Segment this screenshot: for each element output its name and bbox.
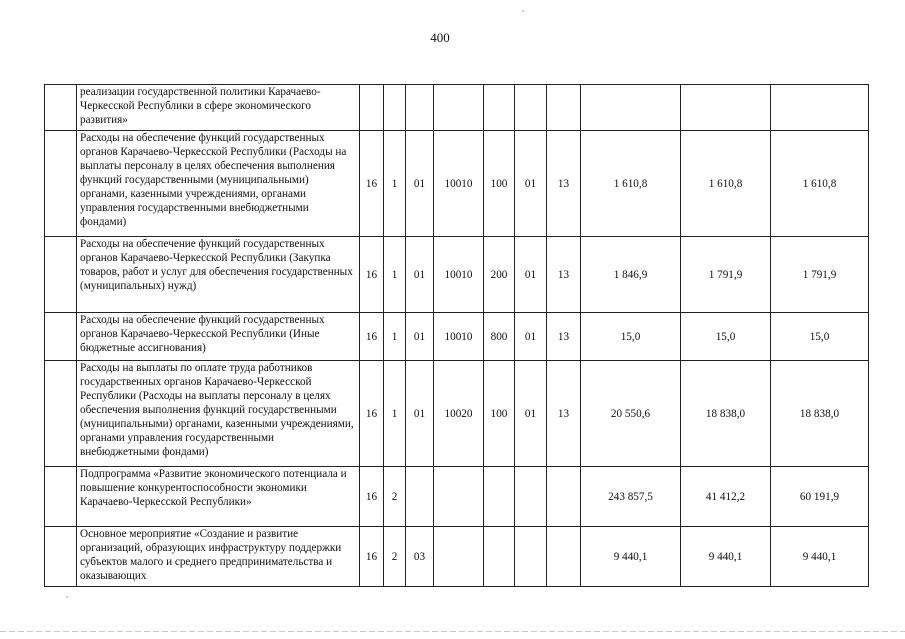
om-code-cell: 03 (406, 527, 434, 587)
direction-code-cell: 10010 (434, 237, 484, 313)
subsection-code-cell: 13 (547, 131, 581, 237)
row-number-cell (45, 527, 77, 587)
amount-year2-cell: 18 838,0 (681, 361, 771, 467)
direction-code-cell (434, 85, 484, 131)
row-name-cell: Расходы на обеспечение функций государственных органов Карачаево-Черкесской Республики (Расходы на выплаты персоналу в целях обеспечения выполнения функций государственными (муниципальными) органами, казенными учреждениями, органами управления государственными внебюджетными фондами) (77, 131, 360, 237)
gp-code-cell: 16 (360, 237, 384, 313)
scan-speck (66, 596, 68, 598)
table-row (45, 313, 869, 361)
table-row (45, 467, 869, 527)
om-code-cell: 01 (406, 361, 434, 467)
direction-code-cell (434, 527, 484, 587)
expense-type-cell: 800 (484, 313, 515, 361)
section-code-cell (515, 467, 547, 527)
amount-year3-cell: 60 191,9 (771, 467, 869, 527)
row-name-cell: Расходы на выплаты по оплате труда работников государственных органов Карачаево-Черкесской Республики (Расходы на выплаты персоналу в целях обеспечения выполнения функций государственными (муниципальными) органами, казенными учреждениями, органами управления государственными внебюджетными фондами) (77, 361, 360, 467)
row-number-cell (45, 237, 77, 313)
row-name-cell: Расходы на обеспечение функций государственных органов Карачаево-Черкесской Республики (Закупка товаров, работ и услуг для обеспечения государственных (муниципальных) нужд) (77, 237, 360, 313)
expense-type-cell: 100 (484, 131, 515, 237)
pp-code-cell: 1 (384, 361, 406, 467)
section-code-cell: 01 (515, 131, 547, 237)
amount-year2-cell (681, 85, 771, 131)
pp-code-cell: 1 (384, 131, 406, 237)
row-number-cell (45, 467, 77, 527)
subsection-code-cell: 13 (547, 361, 581, 467)
amount-year1-cell: 15,0 (581, 313, 681, 361)
section-code-cell: 01 (515, 313, 547, 361)
table-row (45, 131, 869, 237)
subsection-code-cell (547, 527, 581, 587)
row-number-cell (45, 131, 77, 237)
section-code-cell (515, 527, 547, 587)
row-name-cell: Основное мероприятие «Создание и развитие организаций, образующих инфраструктуру поддержки субъектов малого и среднего предпринимательства и оказывающих (77, 527, 360, 587)
section-code-cell (515, 85, 547, 131)
row-name-cell: реализации государственной политики Карачаево-Черкесской Республики в сфере экономического развития» (77, 85, 360, 131)
amount-year3-cell: 1 610,8 (771, 131, 869, 237)
table-row (45, 361, 869, 467)
gp-code-cell: 16 (360, 131, 384, 237)
expense-type-cell (484, 85, 515, 131)
subsection-code-cell (547, 85, 581, 131)
section-code-cell: 01 (515, 361, 547, 467)
om-code-cell (406, 467, 434, 527)
amount-year1-cell (581, 85, 681, 131)
pp-code-cell (384, 85, 406, 131)
gp-code-cell (360, 85, 384, 131)
om-code-cell: 01 (406, 237, 434, 313)
row-number-cell (45, 313, 77, 361)
amount-year3-cell: 18 838,0 (771, 361, 869, 467)
amount-year2-cell: 1 610,8 (681, 131, 771, 237)
amount-year2-cell: 9 440,1 (681, 527, 771, 587)
direction-code-cell: 10010 (434, 313, 484, 361)
subsection-code-cell (547, 467, 581, 527)
table-row (45, 85, 869, 131)
amount-year1-cell: 20 550,6 (581, 361, 681, 467)
direction-code-cell (434, 467, 484, 527)
amount-year3-cell: 1 791,9 (771, 237, 869, 313)
amount-year2-cell: 15,0 (681, 313, 771, 361)
pp-code-cell: 1 (384, 237, 406, 313)
amount-year2-cell: 1 791,9 (681, 237, 771, 313)
expense-type-cell: 100 (484, 361, 515, 467)
direction-code-cell: 10010 (434, 131, 484, 237)
direction-code-cell: 10020 (434, 361, 484, 467)
amount-year3-cell: 9 440,1 (771, 527, 869, 587)
expense-type-cell: 200 (484, 237, 515, 313)
gp-code-cell: 16 (360, 467, 384, 527)
amount-year2-cell: 41 412,2 (681, 467, 771, 527)
budget-table (44, 84, 869, 587)
expense-type-cell (484, 467, 515, 527)
amount-year1-cell: 243 857,5 (581, 467, 681, 527)
section-code-cell: 01 (515, 237, 547, 313)
pp-code-cell: 2 (384, 527, 406, 587)
gp-code-cell: 16 (360, 527, 384, 587)
scan-edge-line (0, 631, 905, 632)
amount-year1-cell: 1 610,8 (581, 131, 681, 237)
amount-year1-cell: 1 846,9 (581, 237, 681, 313)
table-row (45, 237, 869, 313)
amount-year1-cell: 9 440,1 (581, 527, 681, 587)
gp-code-cell: 16 (360, 313, 384, 361)
pp-code-cell: 2 (384, 467, 406, 527)
amount-year3-cell (771, 85, 869, 131)
subsection-code-cell: 13 (547, 237, 581, 313)
om-code-cell: 01 (406, 313, 434, 361)
expense-type-cell (484, 527, 515, 587)
row-number-cell (45, 361, 77, 467)
om-code-cell (406, 85, 434, 131)
subsection-code-cell: 13 (547, 313, 581, 361)
pp-code-cell: 1 (384, 313, 406, 361)
amount-year3-cell: 15,0 (771, 313, 869, 361)
row-name-cell: Расходы на обеспечение функций государственных органов Карачаево-Черкесской Республики (Иные бюджетные ассигнования) (77, 313, 360, 361)
row-number-cell (45, 85, 77, 131)
page-number: 400 (430, 30, 450, 45)
row-name-cell: Подпрограмма «Развитие экономического потенциала и повышение конкурентоспособности экономики Карачаево-Черкесской Республики» (77, 467, 360, 527)
om-code-cell: 01 (406, 131, 434, 237)
scan-speck (522, 10, 524, 12)
gp-code-cell: 16 (360, 361, 384, 467)
table-row (45, 527, 869, 587)
